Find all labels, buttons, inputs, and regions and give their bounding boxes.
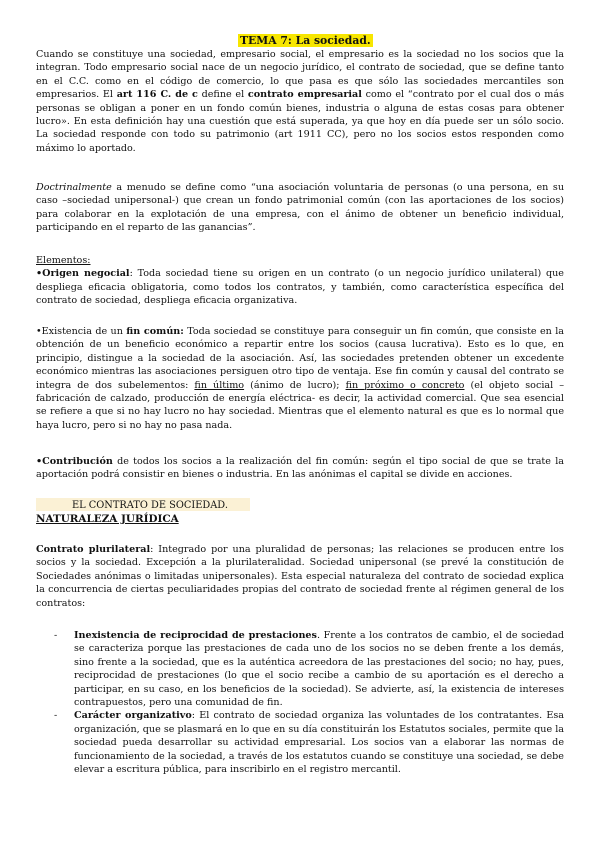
plurilateral-paragraph [36, 543, 564, 610]
item-label: Inexistencia de reciprocidad de prestaciones [74, 630, 317, 641]
article-reference: art 116 C. de c [116, 89, 198, 101]
doctrinalmente-term: Doctrinalmente [36, 182, 112, 193]
item-label: Carácter organizativo [74, 710, 192, 722]
intro-text: Cuando se constituye una sociedad, empresario social, el empresario es la sociedad no los socios que la integran. Todo empresario social nace de un negocio jurídico, el contrato de sociedad, que se define tanto en el C.C. como en el código de comercio, lo que pasa es que sólo las sociedades mercantiles son empresarios. El [36, 49, 564, 101]
list-dash: - [54, 630, 58, 641]
elementos-section [36, 254, 564, 308]
fin-proximo-term: fin próximo o concreto [345, 379, 465, 391]
section-title: EL CONTRATO DE SOCIEDAD. [72, 500, 228, 511]
fin-text: (ánimo de lucro); [244, 379, 346, 391]
contrato-empresarial-term: contrato empresarial [247, 89, 362, 101]
list-item [54, 629, 565, 709]
characteristics-list [54, 629, 565, 776]
origen-negocial-text: : Toda sociedad tiene su origen en un contrato (o un negocio jurídico unilateral) que despliega eficacia obligatoria, como todos los contratos, y también, como característica específica del contrato de sociedad, despliega eficacia organizativa. [36, 268, 564, 307]
intro-text: como el “contrato por el cual dos o más personas se obligan a poner en un fondo común bienes, industria o alguna de estas cosas para obtener lucro». En esta definición hay una cuestión que está superada, ya que hoy en día puede ser un sólo socio. La sociedad responde con todo su patrimonio (art 1911 CC), pero no los socios estos responden como máximo lo aportado. [36, 89, 565, 154]
fin-ultimo-term: fin último [194, 379, 245, 391]
intro-text: define el [197, 89, 248, 101]
contribucion-text: de todos los socios a la realización del fin común: según el tipo social de que se trate la aportación podrá consistir en bienes o industria. En las anónimas el capital se divide en acciones. [36, 456, 564, 481]
page-title: TEMA 7: La sociedad. [240, 34, 371, 47]
fin-comun-paragraph [36, 325, 564, 432]
item-text: : El contrato de sociedad organiza las voluntades de los contratantes. Esa organización, que se plasmará en lo que en su día constituirán los Estatutos sociales, permite que la sociedad pueda desarrollar su actividad empresarial. Los socios van a elaborar las normas de funcionamiento de la sociedad, a través de los estatutos cuando se constituye una sociedad, se debe elevar a escritura pública, para inscribirlo en el registro mercantil. [74, 710, 564, 776]
list-dash: - [54, 710, 58, 722]
item-text: . Frente a los contratos de cambio, el de sociedad se caracteriza porque las prestaciones de cada uno de los socios no se deben frente a los demás, sino frente a la sociedad, que es la auténtica acreedora de las prestaciones del socio; no hay, pues, reciprocidad de prestaciones (lo que el socio recibe a cambio de su aportación es el derecho a participar, en su caso, en los beneficios de la sociedad). Se advierte, así, la existencia de intereses contrapuestos, pero una comunidad de fin. [74, 630, 565, 709]
contribucion-paragraph [36, 455, 564, 482]
fin-text: •Existencia de un [36, 326, 127, 337]
intro-paragraph-2 [36, 181, 564, 235]
fin-text: (el objeto social –fabricación de calzado, producción de energía eléctrica- es decir, la actividad comercial. Que sea esencial se refiere a que si no hay lucro no hay sociedad. Mientras que el elemento natural es que es lo normal que haya lucro, pero si no hay no pasa nada. [36, 379, 564, 431]
plurilateral-text: : Integrado por una pluralidad de personas; las relaciones se producen entre los socios y la sociedad. Excepción a la plurilateralidad. Sociedad unipersonal (se prevé la constitución de Sociedades anónimas o limitadas unipersonales). Esta especial naturaleza del contrato de sociedad explica la concurrencia de ciertas peculiaridades propias del contrato de sociedad frente al régimen general de los contratos: [36, 544, 564, 609]
contribucion-label: •Contribución [36, 456, 113, 467]
plurilateral-label: Contrato plurilateral [36, 544, 151, 555]
naturaleza-juridica-heading: NATURALEZA JURÍDICA [36, 513, 179, 525]
elementos-heading: Elementos: [36, 255, 91, 266]
fin-text: Toda sociedad se constituye para conseguir un fin común, que consiste en la obtención de un beneficio económico a repartir entre los socios (causa lucrativa). Esto es lo que, en principio, distingue a la sociedad de la asociación. Así, las sociedades pretenden obtener un excedente económico mientras las asociaciones persiguen otro tipo de ventaja. Ese fin común y causal del contrato se integra de dos subelementos: [36, 326, 564, 391]
fin-comun-label: fin común: [126, 326, 184, 337]
intro-paragraph-1 [36, 48, 564, 155]
intro-text: a menudo se define como “una asociación voluntaria de personas (o una persona, en su caso –sociedad unipersonal-) que crean un fondo patrimonial común (con las aportaciones de los socios) para colaborar en la explotación de una empresa, con el ánimo de obtener un beneficio individual, participando en el reparto de las ganancias”. [36, 182, 564, 234]
origen-negocial-label: •Origen negocial [36, 268, 130, 280]
list-item [54, 709, 564, 776]
